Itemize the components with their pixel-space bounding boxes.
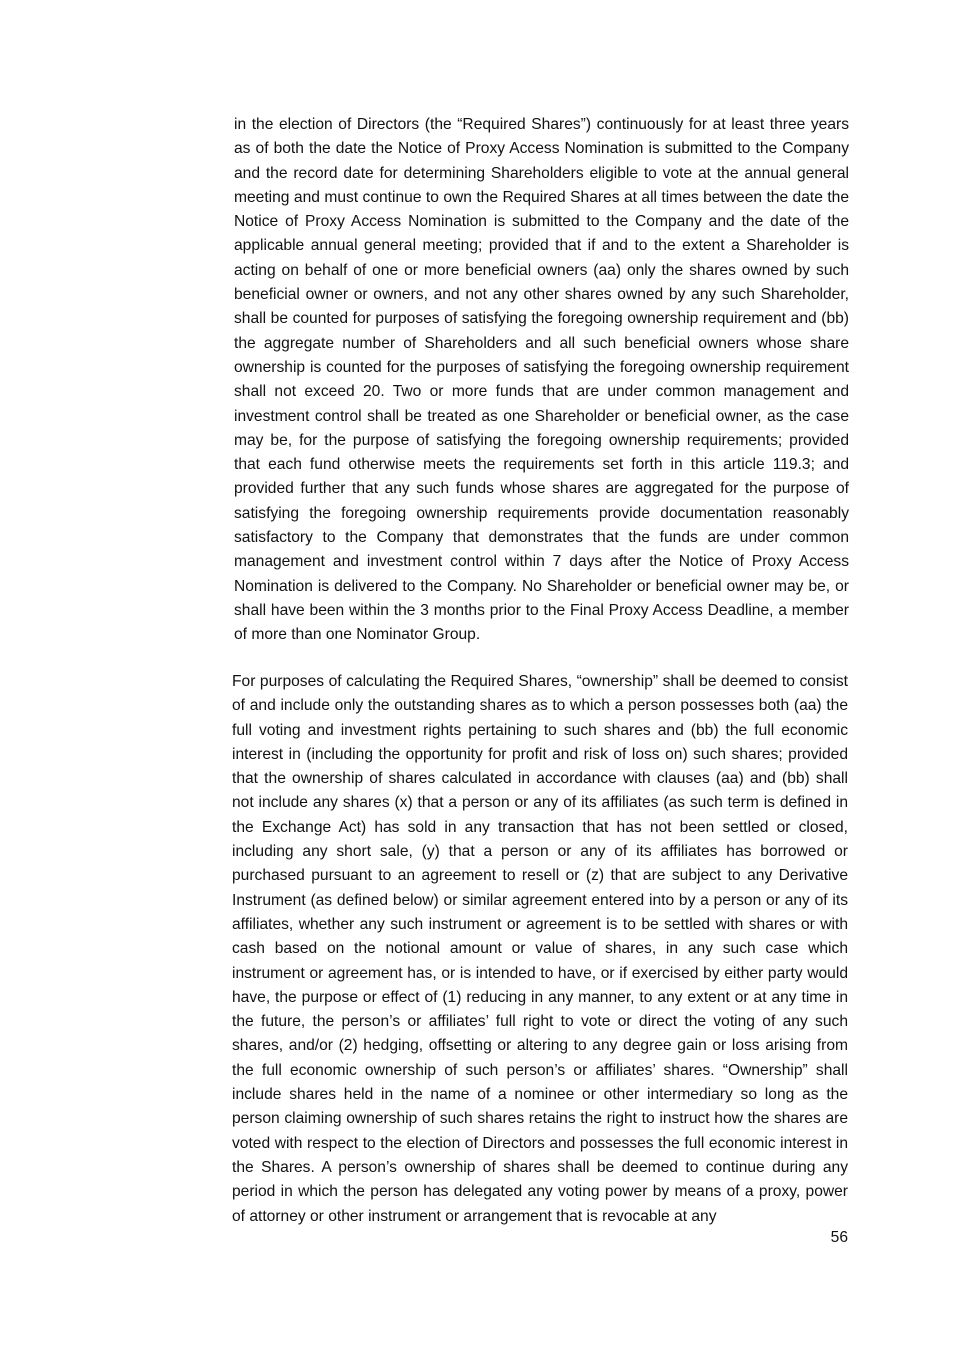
body-paragraph-ownership-definition: For purposes of calculating the Required Shares, “ownership” shall be deemed to consist of and include only the outstanding shares as to which a person possesses both (aa) the full voting and investment rights pertaining to such shares and (bb) the full economic interest in (including the opportunity for profit and risk of loss on) such shares; provided that the ownership of shares calculated in accordance with clauses (aa) and (bb) shall not include any shares (x) that a person or any of its affiliates (as such term is defined in the Exchange Act) has sold in any transaction that has not been settled or closed, including any short sale, (y) that a person or any of its affiliates has borrowed or purchased pursuant to an agreement to resell or (z) that are subject to any Derivative Instrument (as defined below) or similar agreement entered into by a person or any of its affiliates, whether any such instrument or agreement is to be settled with shares or with cash based on the notional amount or value of shares, in any such case which instrument or agreement has, or is intended to have, or if exercised by either party would have, the purpose or effect of (1) reducing in any manner, to any extent or at any time in the future, the person’s or affiliates’ full right to vote or direct the voting of any such shares, and/or (2) hedging, offsetting or altering to any degree gain or loss arising from the full economic ownership of such person’s or affiliates’ shares. “Ownership” shall include shares held in the name of a nominee or other intermediary so long as the person claiming ownership of such shares retains the right to instruct how the shares are voted with respect to the election of Directors and possesses the full economic interest in the Shares. A person’s ownership of shares shall be deemed to continue during any period in which the person has delegated any voting power by means of a proxy, power of attorney or other instrument or arrangement that is revocable at any [232,673,848,1225]
page-number: 56 [830,1229,848,1246]
body-paragraph-required-shares: in the election of Directors (the “Required Shares”) continuously for at least three years as of both the date the Notice of Proxy Access Nomination is submitted to the Company and the record date for determining Shareholders eligible to vote at the annual general meeting and must continue to own the Required Shares at all times between the date the Notice of Proxy Access Nomination is submitted to the Company and the date of the applicable annual general meeting; provided that if and to the extent a Shareholder is acting on behalf of one or more beneficial owners (aa) only the shares owned by such beneficial owner or owners, and not any other shares owned by any such Shareholder, shall be counted for purposes of satisfying the foregoing ownership requirement and (bb) the aggregate number of Shareholders and all such beneficial owners whose share ownership is counted for the purposes of satisfying the foregoing ownership requirement shall not exceed 20. Two or more funds that are under common management and investment control shall be treated as one Shareholder or beneficial owner, as the case may be, for the purpose of satisfying the foregoing ownership requirements; provided that each fund otherwise meets the requirements set forth in this article 119.3; and provided further that any such funds whose shares are aggregated for the purpose of satisfying the foregoing ownership requirements provide documentation reasonably satisfactory to the Company that demonstrates that the funds are under common management and investment control within 7 days after the Notice of Proxy Access Nomination is delivered to the Company. No Shareholder or beneficial owner may be, or shall have been within the 3 months prior to the Final Proxy Access Deadline, a member of more than one Nominator Group. [234,116,849,644]
